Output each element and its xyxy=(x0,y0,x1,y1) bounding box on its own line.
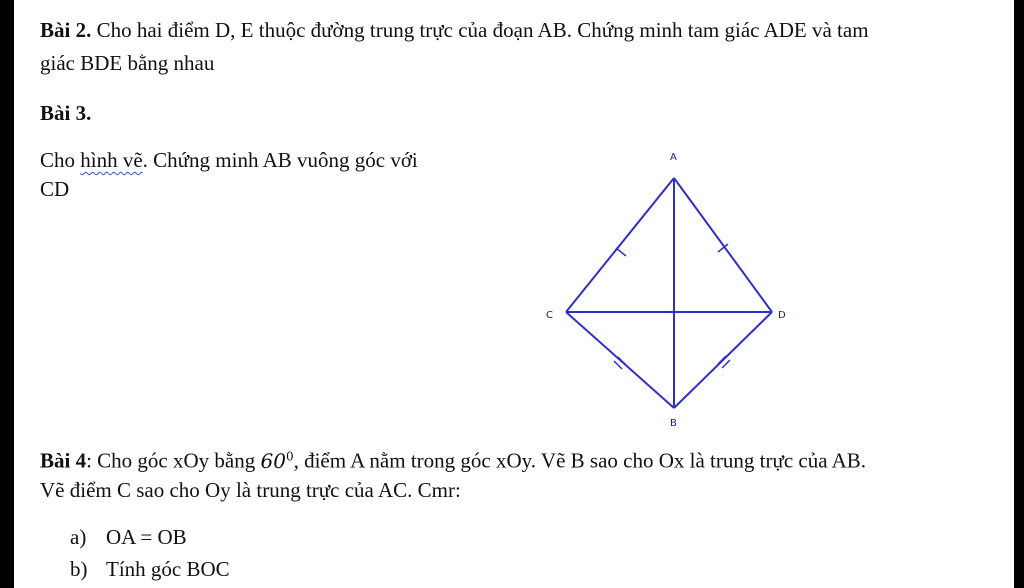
bai2-text-line2: giác BDE bằng nhau xyxy=(40,51,215,75)
item-a-marker: a) xyxy=(70,525,87,549)
tick-cb-2 xyxy=(618,357,626,365)
label-a: A xyxy=(670,152,677,163)
bai3-text-line2: CD xyxy=(40,177,70,201)
bai2-line1 xyxy=(40,14,869,46)
tick-cb-1 xyxy=(614,361,622,369)
bai3-text-after: . Chứng minh AB vuông góc với xyxy=(142,148,418,172)
item-a-text: OA = OB xyxy=(106,525,187,549)
tick-ac xyxy=(616,248,626,256)
item-b-text: Tính góc BOC xyxy=(106,557,230,581)
item-b-marker: b) xyxy=(70,557,88,581)
bai4-label: Bài 4 xyxy=(40,448,87,473)
bai2-label: Bài 2. xyxy=(40,18,92,42)
figure-strokes xyxy=(566,178,772,408)
list-item xyxy=(70,553,230,585)
bai4-line1 xyxy=(40,440,866,477)
tick-db-1 xyxy=(718,356,726,364)
bai3-line1 xyxy=(40,144,418,176)
bai4-text-a: : Cho góc xOy bằng xyxy=(86,448,261,473)
label-d: D xyxy=(778,310,786,321)
segment-ad xyxy=(674,178,772,312)
label-c: C xyxy=(546,310,553,321)
list-item xyxy=(70,521,187,553)
bai4-angle xyxy=(261,449,294,473)
bai3-text-before: Cho xyxy=(40,148,81,172)
segment-ac xyxy=(566,178,674,312)
label-b: B xyxy=(670,418,677,428)
bai4-text-b: , điểm A nằm trong góc xOy. Vẽ B sao cho Ox là trung trực của AB. xyxy=(293,448,867,473)
geometry-figure xyxy=(532,138,802,428)
document-page xyxy=(14,0,1014,588)
bai4-text-line2: Vẽ điểm C sao cho Oy là trung trực của AC. Cmr: xyxy=(40,478,461,502)
bai2-text-line1: Cho hai điểm D, E thuộc đường trung trực của đoạn AB. Chứng minh tam giác ADE và tam xyxy=(91,18,869,42)
bai3-squiggly-word: hình vẽ xyxy=(80,148,143,172)
bai3-label: Bài 3. xyxy=(40,101,92,125)
bai4-angle-sup: 0 xyxy=(285,449,294,463)
bai4-angle-value: 60 xyxy=(260,448,286,473)
